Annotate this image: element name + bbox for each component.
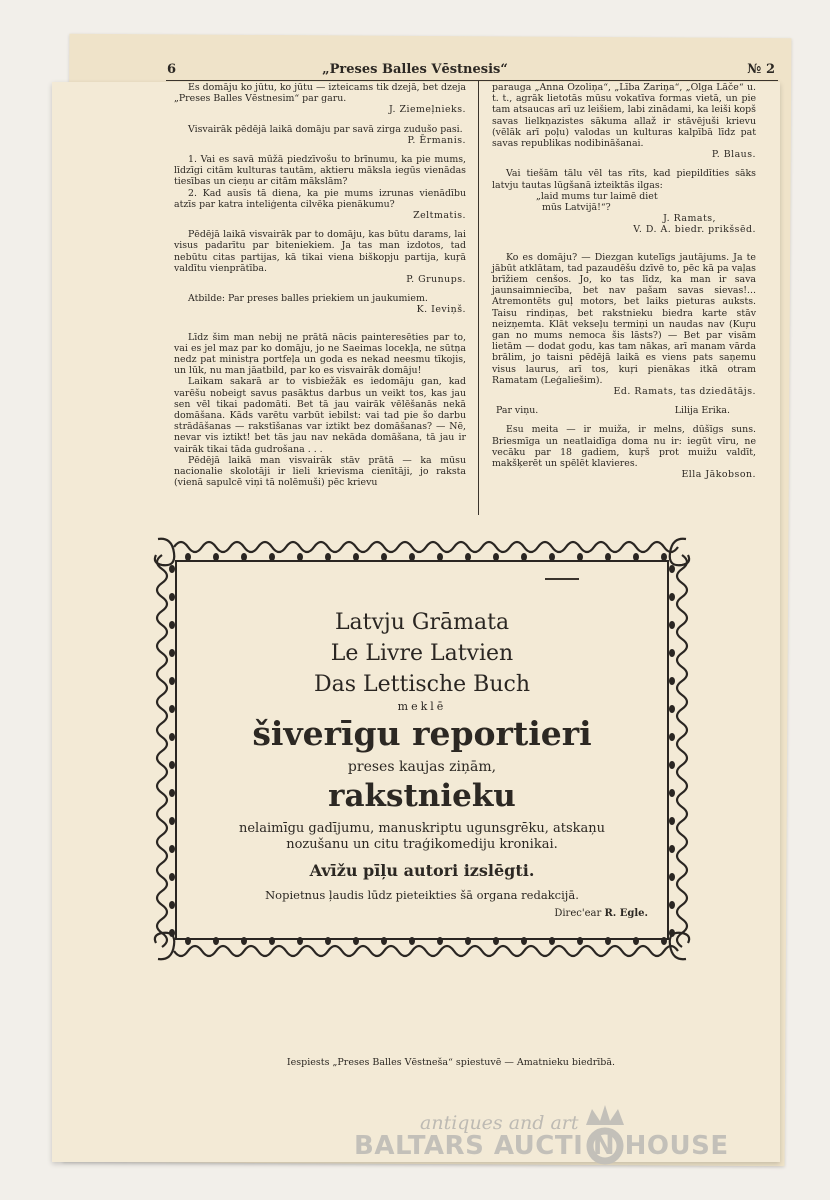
ad-line-german: Das Lettische Buch — [313, 672, 530, 697]
ad-director-label: Direc'ear — [554, 908, 602, 919]
paragraph: Laikam sakarā ar to visbiežāk es iedomāju gan, kad varēšu nobeigt savus pasāktus darbus un veikt tos, kas jau sen vēl tikai padomāti. Bet tā jau vairāk vēlēšanās nekā domāšana. Kāds varētu varbūt iebilst: vai tad pie šo darbu strādāšanas — rakstīšanas var iztikt bez domāšanas? — Nē, nevar vis iztikt! bet tās jau nav nekāda domāšana, tā jau ir vairāk tikai tāda gudrošana . . . — [174, 376, 466, 455]
quote-line: „laid mums tur laimē diet — [536, 190, 658, 202]
header-rule — [166, 80, 778, 81]
signature: Ella Jākobson. — [681, 469, 756, 481]
border-dot — [185, 937, 191, 945]
border-dot — [669, 565, 675, 573]
border-dot — [605, 937, 611, 945]
ad-line-french: Le Livre Latvien — [330, 641, 514, 666]
signature: Lilija Erika. — [674, 405, 730, 417]
poem-title: Par viņu. — [496, 405, 539, 417]
paragraph: Esu meita — ir muiža, ir melns, dūšīgs suns. Briesmīga un neatlaidīga doma nu ir: iegūt vīru, ne vecāku par 18 gadiem, kuŗš prot muižu valdīt, makšķerēt un spēlēt klavieres. — [492, 424, 756, 470]
border-dot — [549, 553, 555, 561]
border-dot — [437, 937, 443, 945]
border-dot — [521, 553, 527, 561]
border-dot — [185, 553, 191, 561]
border-dot — [493, 937, 499, 945]
ad-exclusion: Avīžu pīļu autori izslēgti. — [309, 861, 535, 880]
left-column — [174, 82, 466, 489]
signature: V. D. A. biedr. prikšsēd. — [633, 224, 756, 236]
border-dot — [549, 937, 555, 945]
border-dot — [381, 553, 387, 561]
paragraph: Es domāju ko jūtu, ko jūtu — izteicams tik dzejā, bet dzeja „Preses Balles Vēstnesim“ par garu. — [174, 82, 466, 105]
right-column — [492, 82, 756, 481]
border-dot — [465, 937, 471, 945]
quote-line: mūs Latvijā!“? — [542, 202, 611, 214]
signature: Zeltmatis. — [413, 210, 466, 222]
border-dot — [297, 553, 303, 561]
watermark-tagline: antiques and art — [420, 1112, 579, 1134]
border-dot — [241, 553, 247, 561]
ad-contact: Nopietnus ļaudis lūdz pieteikties šā organa redakcijā. — [265, 888, 579, 902]
border-dot — [169, 593, 175, 601]
advertisement — [150, 531, 694, 967]
column-divider — [478, 80, 479, 515]
border-dot — [521, 937, 527, 945]
border-dot — [577, 553, 583, 561]
border-dot — [269, 937, 275, 945]
border-dot — [437, 553, 443, 561]
border-dot — [493, 553, 499, 561]
border-dot — [661, 553, 667, 561]
paragraph: 2. Kad ausīs tā diena, ka pie mums izrunas vienādību atzīs par katra inteliģenta cilvēka pienākumu? — [174, 187, 466, 210]
border-dot — [669, 593, 675, 601]
signature: Ed. Ramats, tas dziedātājs. — [613, 386, 756, 398]
page-number: 6 — [167, 62, 177, 77]
signature: P. Ērmanis. — [407, 134, 466, 146]
border-dot — [669, 901, 675, 909]
paragraph: Visvairāk pēdējā laikā domāju par savā zirga zudušo pasi. — [188, 123, 463, 135]
border-dot — [353, 553, 359, 561]
border-dot — [325, 937, 331, 945]
newspaper-title: „Preses Balles Vēstnesis“ — [322, 62, 508, 77]
ad-headline-writer: rakstnieku — [328, 778, 516, 814]
ad-director-name: R. Egle. — [604, 908, 648, 919]
ad-headline-reporter: šiverīgu reportieri — [252, 714, 592, 753]
border-dot — [605, 553, 611, 561]
paragraph: parauga „Anna Ozoliņa“, „Lība Zariņa“, „Olga Lāče“ u. t. t., agrāk lietotās mūsu vokatīva formas vietā, un pie tam atsaucas arī uz leišiem, labi zinādami, ka leiši kopš savas lielkņazistes sākuma allaž ir stāvējuši krievu (vēlāk arī poļu) valodas un kulturas kalpībā līdz pat savas republikas nodibināšanai. — [492, 82, 756, 150]
issue-number: № 2 — [747, 62, 775, 77]
paragraph: Līdz šim man nebij ne prātā nācis painteresēties par to, vai es jel maz par ko domāju, jo ne Saeimas locekļa, ne sūtņa nedz pat ministŗa portfeļa un goda es nekad neesmu tīkojis, un lūk, nu man jāatbild, par ko es visvairāk domāju! — [174, 331, 466, 377]
ad-body-line: nozušanu un citu traģikomediju kronikai. — [286, 837, 558, 852]
paragraph: Ko es domāju? — Diezgan kutelīgs jautājums. Ja te jābūt atklātam, tad pazaudēšu dzīvē to, pēc kā pa vaļas brīžiem cenšos. Jo, ko tas līdz, ka man ir sava jaunsaimniecība, bet nav pašam savas sievas!... Atremontēts guļ motors, bet laiks pieturas auksts. Taisu rindiņas, bet rakstnieku biedra karte stāv neizņemta. Klāt vekseļu termiņi un naudas nav (Kuŗu gan no mums nemoca šis lāsts?) — Bet par visām lietām — dodat godu, kas tam nākas, arī manam vārda brālim, jo taisni pēdējā laikā es viens pats saņemu visus laurus, arī tos, kuŗi pienākas itkā otram Ramatam (Leģaliešim). — [492, 251, 756, 386]
border-dot — [213, 937, 219, 945]
border-dot — [381, 937, 387, 945]
border-dot — [169, 901, 175, 909]
border-dot — [577, 937, 583, 945]
border-dot — [409, 553, 415, 561]
signature: P. Grunups. — [406, 274, 466, 286]
border-dot — [633, 937, 639, 945]
border-dot — [325, 553, 331, 561]
ad-line-latvian: Latvju Grāmata — [334, 610, 510, 635]
border-dot — [169, 565, 175, 573]
paragraph: Vai tiešām tālu vēl tas rīts, kad piepildīties sāks latvju tautas lūgšanā izteiktās ilgas: — [492, 168, 756, 191]
ad-subline: preses kaujas ziņām, — [347, 759, 497, 775]
signature: K. Ieviņš. — [416, 304, 466, 316]
border-dot — [661, 937, 667, 945]
border-dot — [409, 937, 415, 945]
crown-logo-icon — [578, 1103, 632, 1167]
paragraph: Atbilde: Par preses balles priekiem un jaukumiem. — [188, 293, 428, 305]
ad-body-line: nelaimīgu gadījumu, manuskriptu ugunsgrēku, atskaņu — [238, 821, 606, 836]
border-dot — [353, 937, 359, 945]
border-dot — [241, 937, 247, 945]
paragraph: 1. Vai es savā mūžā piedzīvošu to brīnumu, ka pie mums, līdzīgi citām kulturas tautām, aktieru māksla iegūs vienādas tiesības un cieņu ar citām mākslām? — [174, 154, 466, 188]
signature: P. Blaus. — [711, 149, 756, 161]
border-dot — [213, 553, 219, 561]
paragraph: Pēdējā laikā man visvairāk stāv prātā — ka mūsu nacionalie skolotāji ir lieli krievisma cienītāji, jo raksta (vienā sapulcē viņi tā nolēmuši) pēc krievu — [174, 454, 466, 489]
watermark-brand: BALTARS AUCTI N HOUSE — [354, 1131, 729, 1161]
border-dot — [297, 937, 303, 945]
signature: J. Ramats, — [663, 213, 716, 225]
printer-note: Iespiests „Preses Balles Vēstneša“ spiestuvē — Amatnieku biedrībā. — [286, 1057, 616, 1068]
border-dot — [465, 553, 471, 561]
border-dot — [633, 553, 639, 561]
paragraph: Pēdējā laikā visvairāk par to domāju, kas būtu darams, lai visus padarītu par biteniekiem. Ja tas man izdotos, tad nebūtu citas partijas, kā tikai viena biškopju partija, kuŗā valdītu vienprātība. — [174, 229, 466, 274]
ad-seeks: meklē — [397, 700, 447, 713]
signature: J. Ziemeļnieks. — [388, 104, 466, 116]
border-dot — [269, 553, 275, 561]
